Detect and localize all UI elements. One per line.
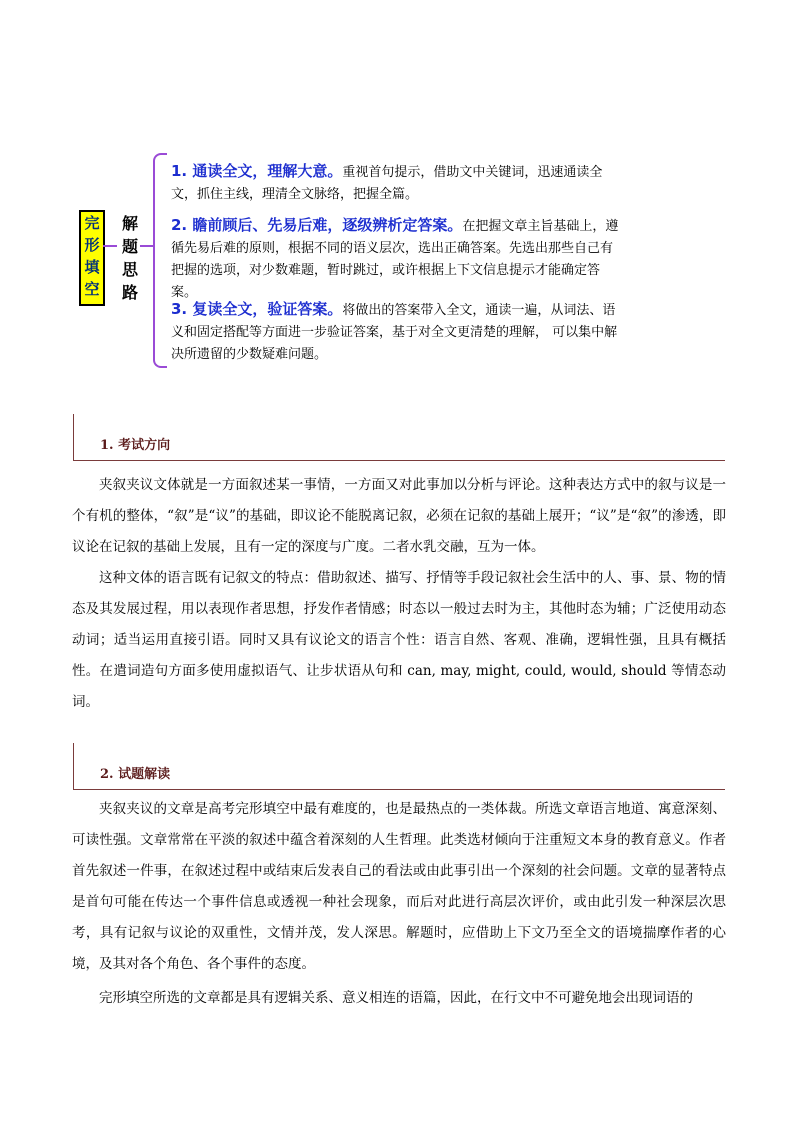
topic-char: 完 bbox=[84, 214, 100, 232]
connector-line bbox=[103, 245, 117, 247]
branch-label bbox=[119, 212, 141, 304]
brace-bracket bbox=[153, 153, 167, 368]
step-heading: 2. 瞻前顾后、先易后难，逐级辨析定答案。 bbox=[171, 216, 463, 234]
section-title: 1. 考试方向 bbox=[100, 438, 171, 453]
paragraph: 完形填空所选的文章都是具有逻辑关系、意义相连的语篇，因此，在行文中不可避免地会出现词语的 bbox=[99, 990, 693, 1006]
section-heading bbox=[73, 414, 725, 461]
branch-char: 路 bbox=[121, 283, 138, 302]
step-heading: 3. 复读全文，验证答案。 bbox=[171, 300, 343, 318]
branch-char: 题 bbox=[121, 237, 138, 256]
topic-char: 填 bbox=[84, 258, 100, 276]
connector-line bbox=[140, 245, 154, 247]
step-item bbox=[171, 214, 621, 304]
topic-char: 形 bbox=[84, 236, 100, 254]
branch-char: 思 bbox=[121, 260, 138, 279]
step-item bbox=[171, 298, 621, 366]
section-heading bbox=[73, 743, 725, 790]
branch-char: 解 bbox=[121, 214, 138, 233]
topic-char: 空 bbox=[84, 280, 100, 298]
paragraph: 夹叙夹议文体就是一方面叙述某一事情，一方面又对此事加以分析与评论。这种表达方式中的叙与议是一个有机的整体，“叙”是“议”的基础，即议论不能脱离记叙，必须在记叙的基础上展开；“议”是“叙”的渗透，即议论在记叙的基础上发展，且有一定的深度与广度。二者水乳交融，互为一体。 bbox=[72, 477, 726, 555]
step-text: 将做出的答案带入全文，通读一遍，从词法、语义和固定搭配等方面进一步验证答案，基于对全文更清楚的理解， 可以集中解决所遗留的少数疑难问题。 bbox=[171, 303, 618, 362]
section-title: 2. 试题解读 bbox=[100, 767, 171, 782]
paragraph: 这种文体的语言既有记叙文的特点：借助叙述、描写、抒情等手段记叙社会生活中的人、事、景、物的情态及其发展过程，用以表现作者思想，抒发作者情感；时态以一般过去时为主，其他时态为辅；广泛使用动态动词；适当运用直接引语。同时又具有议论文的语言个性：语言自然、客观、准确，逻辑性强，且具有概括性。在遣词造句方面多使用虚拟语气、让步状语从句和 can, may, might, could, would, should 等情态动词。 bbox=[72, 570, 726, 710]
step-text: 重视首句提示，借助文中关键词，迅速通读全文，抓住主线，理清全文脉络，把握全篇。 bbox=[171, 165, 603, 202]
step-heading: 1. 通读全文，理解大意。 bbox=[171, 162, 343, 180]
step-item bbox=[171, 160, 621, 206]
topic-box bbox=[79, 210, 105, 306]
step-text: 在把握文章主旨基础上，遵循先易后难的原则，根据不同的语义层次，选出正确答案。先选出那些自己有把握的选项，对少数难题，暂时跳过，或许根据上下文信息提示才能确定答案。 bbox=[171, 219, 619, 300]
paragraph: 夹叙夹议的文章是高考完形填空中最有难度的，也是最热点的一类体裁。所选文章语言地道、寓意深刻、可读性强。文章常常在平淡的叙述中蕴含着深刻的人生哲理。此类选材倾向于注重短文本身的教育意义。作者首先叙述一件事，在叙述过程中或结束后发表自己的看法或由此事引出一个深刻的社会问题。文章的显著特点是首句可能在传达一个事件信息或透视一种社会现象，而后对此进行高层次评价，或由此引发一种深层次思考，具有记叙与议论的双重性，文情并茂，发人深思。解题时，应借助上下文乃至全文的语境揣摩作者的心境，及其对各个角色、各个事件的态度。 bbox=[72, 801, 726, 972]
